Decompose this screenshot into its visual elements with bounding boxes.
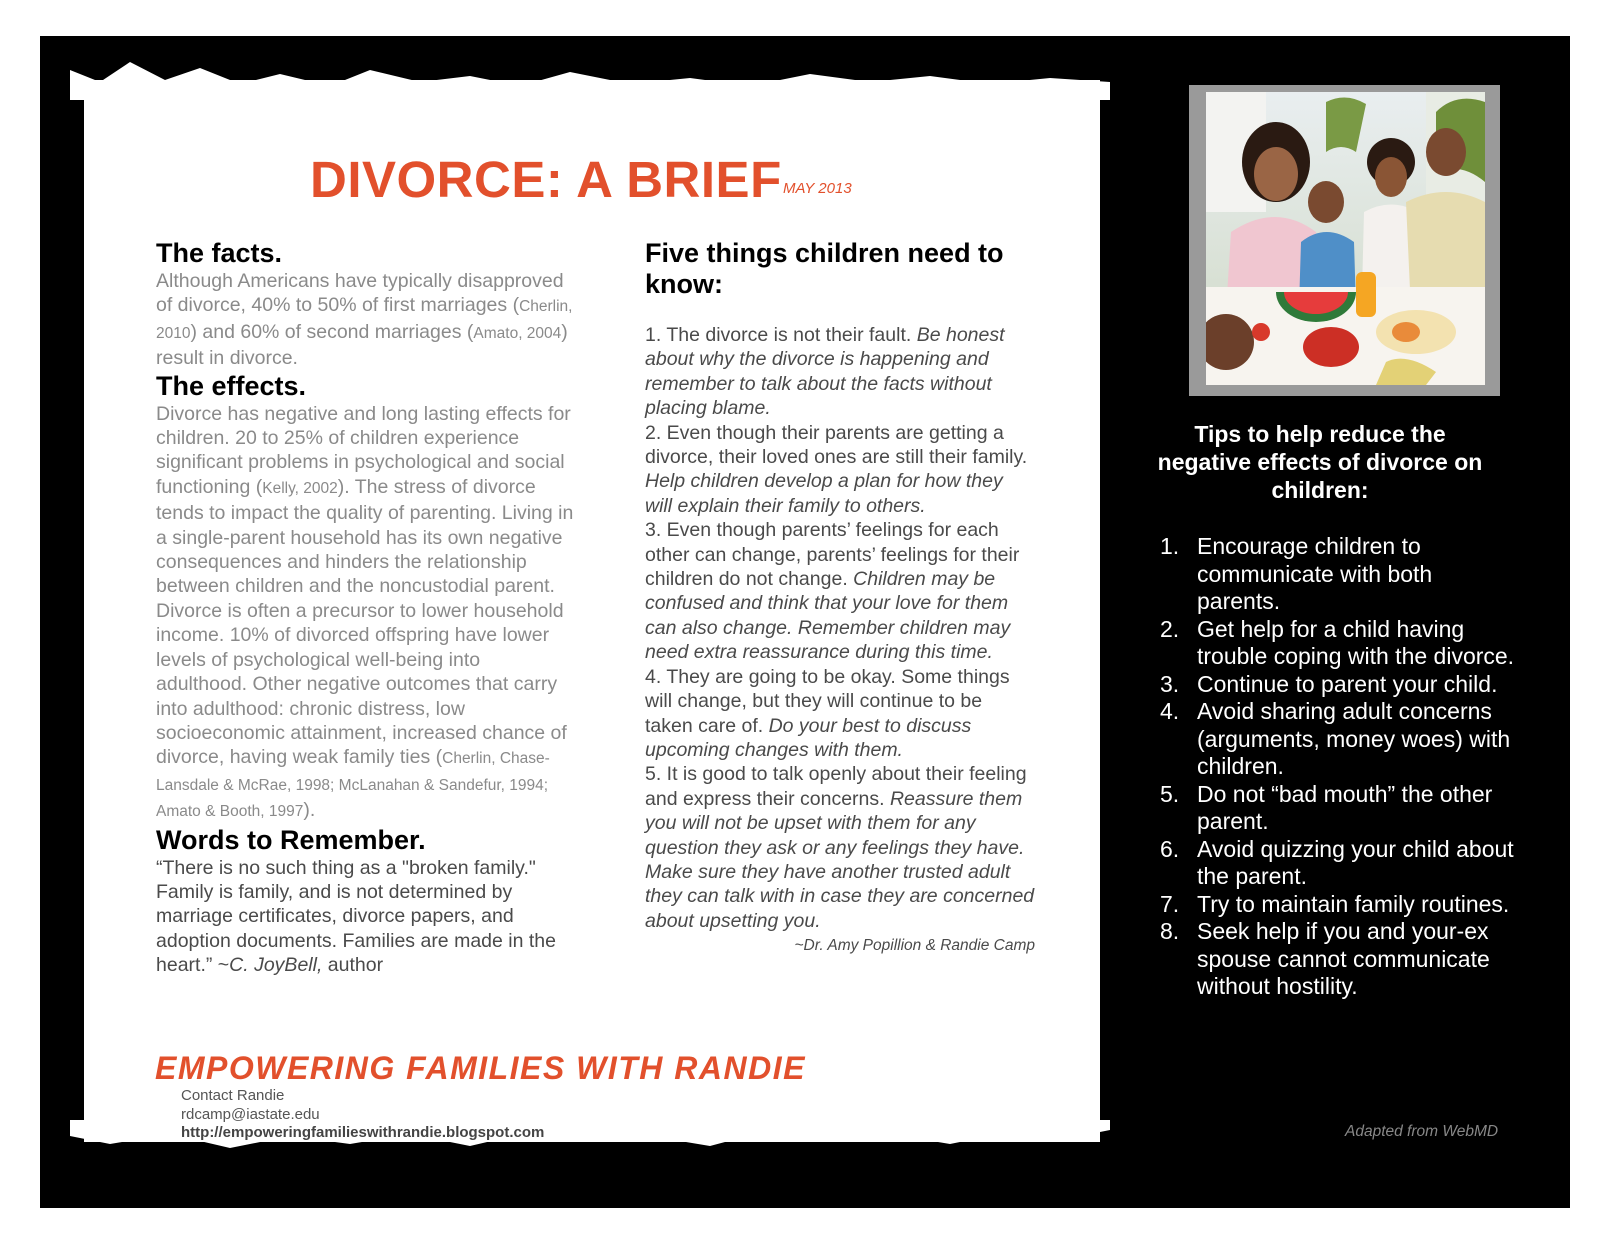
tip-text: Seek help if you and your-ex spouse cannot communicate without hostility. [1197,918,1490,999]
facts-heading: The facts. [156,238,283,268]
quote-author-role: author [322,954,384,977]
quote-author: C. JoyBell, [229,954,323,977]
left-column [156,238,576,978]
tip-text: Continue to parent your child. [1197,670,1498,697]
tip-item [1160,671,1520,699]
five-things-item-text: 2. Even though their parents are getting a divorce, their loved ones are still their family. [645,421,1028,469]
torn-edge-top [70,40,1110,100]
effects-paragraph [156,402,576,825]
five-things-item-advice: Children may be confused and think that your love for them can also change. Remember children may need extra reassurance during this time. [645,568,1011,664]
tips-source: Adapted from WebMD [1345,1123,1499,1140]
tip-item [1160,781,1520,836]
authors-signature: ~Dr. Amy Popillion & Randie Camp [794,937,1035,955]
five-things-item [645,323,1035,421]
middle-column [645,238,1035,955]
tips-list [1160,533,1520,1001]
five-things-item [645,421,1035,519]
tip-number: 1. [1160,533,1180,559]
tips-title: Tips to help reduce the negative effects of divorce on children: [1157,421,1483,503]
facts-citation-2: Amato, 2004 [473,324,562,342]
effects-citation-1: Kelly, 2002 [262,479,338,497]
five-things-item [645,518,1035,664]
page-title: DIVORCE: A BRIEF [310,151,782,208]
contact-block [181,1087,544,1143]
facts-text-3: ) result in divorce. [156,320,568,370]
tip-number: 5. [1160,780,1180,807]
tip-item [1160,616,1520,671]
tip-text: Avoid sharing adult concerns (arguments, money woes) with children. [1197,698,1511,779]
tip-number: 2. [1160,615,1180,642]
facts-text-1: Although Americans have typically disapproved of divorce, 40% to 50% of first marriages ( [156,270,564,317]
words-heading: Words to Remember. [156,824,426,855]
five-things-item-advice: Be honest about why the divorce is happening and remember to talk about the facts without placing blame. [645,324,1005,420]
tip-item [1160,918,1520,1001]
brand-name: EMPOWERING FAMILIES WITH RANDIE [155,1050,806,1086]
tip-number: 7. [1160,890,1180,917]
five-things-item [645,762,1035,933]
quote-paragraph [156,856,576,978]
five-things-heading: Five things children need to know: [645,238,1004,299]
tip-item [1160,891,1520,919]
family-photo [1206,92,1485,385]
five-things-item-advice: Do your best to discuss upcoming changes with them. [645,714,972,761]
effects-text-1: Divorce has negative and long lasting effects for children. 20 to 25% of children experience significant problems in psychological and social functioning ( [156,402,571,498]
contact-label: Contact Randie [181,1087,285,1104]
five-things-item-advice: Reassure them you will not be upset with them for any question they ask or any feelings they have. Make sure they have another trusted adult they can talk with in case they are concerned about upsetting you. [645,787,1035,932]
facts-citation-1: Cherlin, 2010 [156,298,573,342]
contact-url[interactable]: http://empoweringfamilieswithrandie.blogspot.com [181,1124,545,1141]
effects-text-3: ). [303,799,316,822]
five-things-list [645,323,1035,933]
tip-item [1160,836,1520,891]
tip-number: 4. [1160,698,1180,724]
tip-number: 8. [1160,918,1180,944]
effects-heading: The effects. [156,370,307,401]
tip-text: Do not “bad mouth” the other parent. [1197,780,1493,834]
tip-number: 6. [1160,835,1180,862]
tip-number: 3. [1160,670,1180,697]
five-things-item-text: 4. They are going to be okay. Some things will change, but they will continue to be taken care of. [645,665,1010,737]
five-things-item-advice: Help children develop a plan for how they will explain their family to others. [645,470,1003,517]
quote-text: “There is no such thing as a "broken family." Family is family, and is not determined by marriage certificates, divorce papers, and adoption documents. Families are made in the heart.” ~ [156,856,556,977]
facts-paragraph [156,269,576,371]
facts-text-2: ) and 60% of second marriages ( [190,320,474,343]
contact-email[interactable]: rdcamp@iastate.edu [181,1105,320,1123]
issue-date: MAY 2013 [783,180,852,197]
tip-text: Get help for a child having trouble coping with the divorce. [1197,615,1515,669]
five-things-item-text: 3. Even though parents’ feelings for each other can change, parents’ feelings for their children do not change. [645,519,1020,591]
tip-text: Try to maintain family routines. [1197,890,1510,917]
five-things-item [645,665,1035,763]
tip-item [1160,533,1520,616]
effects-text-2: ). The stress of divorce tends to impact the quality of parenting. Living in a single-parent household has its own negative consequences and hinders the relationship between children and the noncustodial parent. Divorce is often a precursor to lower household income. 10% of divorced offspring have lower levels of psychological well-being into adulthood. Other negative outcomes that carry into adulthood: chronic distress, low socioeconomic attainment, increased chance of divorce, having weak family ties ( [156,475,574,769]
tip-item [1160,698,1520,781]
tip-text: Encourage children to communicate with both parents. [1197,533,1433,614]
five-things-item-text: 1. The divorce is not their fault. [645,324,917,346]
effects-citation-2: Cherlin, Chase-Lansdale & McRae, 1998; McLanahan & Sandefur, 1994; Amato & Booth, 1997 [156,750,550,821]
tip-text: Avoid quizzing your child about the parent. [1197,835,1514,889]
five-things-item-text: 5. It is good to talk openly about their feeling and express their concerns. [645,763,1027,810]
